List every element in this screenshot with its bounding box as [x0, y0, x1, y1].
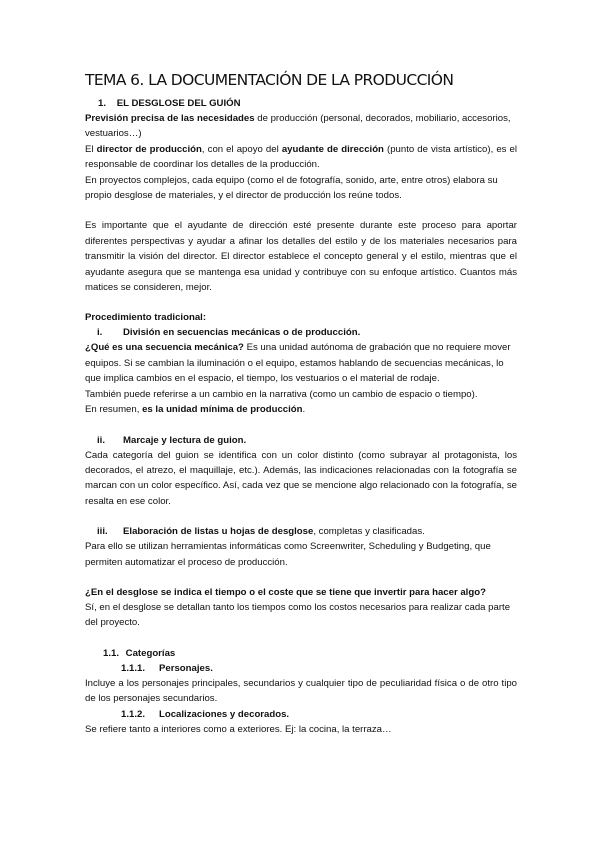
paragraph-director [85, 142, 517, 173]
step-number: i. [97, 327, 103, 339]
text-run: . [302, 404, 306, 416]
paragraph-herramientas: Para ello se utilizan herramientas informáticas como Screenwriter, Scheduling y Budgeting, que permiten automatizar el proceso de producción. [85, 541, 491, 568]
paragraph-ayudante: Es importante que el ayudante de dirección esté presente durante este proceso para aportar diferentes perspectivas y ayudar a afinar los detalles del estilo y de los materiales necesarios para transmitir la visión del director. El director establece el concepto general y el estilo, mientras que el ayudante asegura que se mantenga esa unidad y contribuye con su enfoque artístico. Cuantos más matices se consideren, mejor. [85, 220, 517, 294]
section-number: 1. [98, 98, 107, 109]
paragraph-categorias-color: Cada categoría del guion se identifica con un color distinto (como subrayar al protagonista, los decorados, el atrezo, el maquillaje, etc.). Además, las indicaciones relacionadas con la fotografía se marcan con un color específico. Así, cada vez que se mencione algo relacionado con la fotografía, se resalta en ese color. [85, 449, 517, 507]
text-run: (punto de vista artístico), es el responsable de coordinar los detalles de la producción. [85, 143, 517, 171]
step-label: Marcaje y lectura de guion. [123, 434, 247, 446]
spacer [85, 509, 517, 524]
step-heading-listas [85, 524, 517, 539]
step-heading-division [85, 325, 517, 340]
text-run: El [85, 143, 97, 155]
subsection-label: Categorías [125, 647, 176, 659]
subsection-heading-localizaciones [85, 707, 517, 722]
step-number: ii. [97, 434, 105, 446]
document-page [85, 70, 517, 737]
spacer [85, 418, 517, 433]
bold-phrase: ayudante de dirección [281, 143, 384, 155]
question-desglose: ¿En el desglose se indica el tiempo o el coste que se tiene que invertir para hacer algo? [85, 586, 486, 598]
subsection-label: Personajes. [159, 662, 213, 674]
bold-phrase: Previsión precisa de las necesidades [85, 113, 255, 124]
step-number: iii. [97, 526, 108, 538]
paragraph-proyectos: En proyectos complejos, cada equipo (como el de fotografía, sonido, arte, entre otros) elabora su propio desglose de materiales, y el director de producción los reúne todos. [85, 174, 498, 202]
paragraph-respuesta: Sí, en el desglose se detallan tanto los tiempos como los costos necesarios para realizar cada parte del proyecto. [85, 601, 511, 629]
subsection-label: Localizaciones y decorados. [159, 708, 290, 720]
subsection-heading-personajes [85, 661, 517, 676]
paragraph-resumen [85, 402, 517, 417]
paragraph-personajes: Incluye a los personajes principales, secundarios y cualquier tipo de peculiaridad física o de otro tipo de los personajes secundarios. [85, 677, 517, 705]
subsection-number: 1.1.1. [121, 662, 146, 674]
step-label: División en secuencias mecánicas o de producción. [123, 327, 361, 339]
section-heading-desglose [85, 96, 517, 111]
step-label-rest: , completas y clasificadas. [313, 526, 425, 538]
text-run: Es una unidad autónoma de grabación que no requiere mover equipos. Si se cambian la iluminación o el equipo, estamos hablando de secuencias mecánicas, lo que implica cambios en el espacio, el tiempo, los vestuarios o el material de rodaje. [85, 342, 511, 385]
text-run: En resumen, [85, 404, 143, 416]
paragraph-localizaciones: Se refiere tanto a interiores como a exteriores. Ej: la cocina, la terraza… [85, 723, 392, 735]
subsection-number: 1.1. [103, 647, 120, 659]
paragraph-prevision [85, 111, 517, 142]
page-title: TEMA 6. LA DOCUMENTACIÓN DE LA PRODUCCIÓN [85, 71, 454, 89]
subsection-heading-categorias [85, 646, 517, 661]
bold-phrase: director de producción [96, 143, 202, 155]
spacer [85, 570, 517, 585]
spacer [85, 203, 517, 218]
subsection-number: 1.1.2. [121, 708, 146, 720]
text-run: de producción (personal, decorados, mobiliario, accesorios, vestuarios…) [85, 113, 511, 140]
bold-phrase: ¿Qué es una secuencia mecánica? [85, 342, 244, 354]
bold-phrase: es la unidad mínima de producción [142, 404, 303, 416]
spacer [85, 631, 517, 646]
text-run: , con el apoyo del [201, 143, 282, 155]
paragraph-secuencia [85, 340, 517, 386]
spacer [85, 295, 517, 310]
procedure-title: Procedimiento tradicional: [85, 312, 207, 324]
paragraph-narrativa: También puede referirse a un cambio en la narrativa (como un cambio de espacio o tiempo). [85, 388, 478, 400]
step-heading-marcaje [85, 433, 517, 448]
step-label: Elaboración de listas u hojas de desglose [123, 526, 314, 538]
section-label: EL DESGLOSE DEL GUIÓN [116, 98, 241, 109]
